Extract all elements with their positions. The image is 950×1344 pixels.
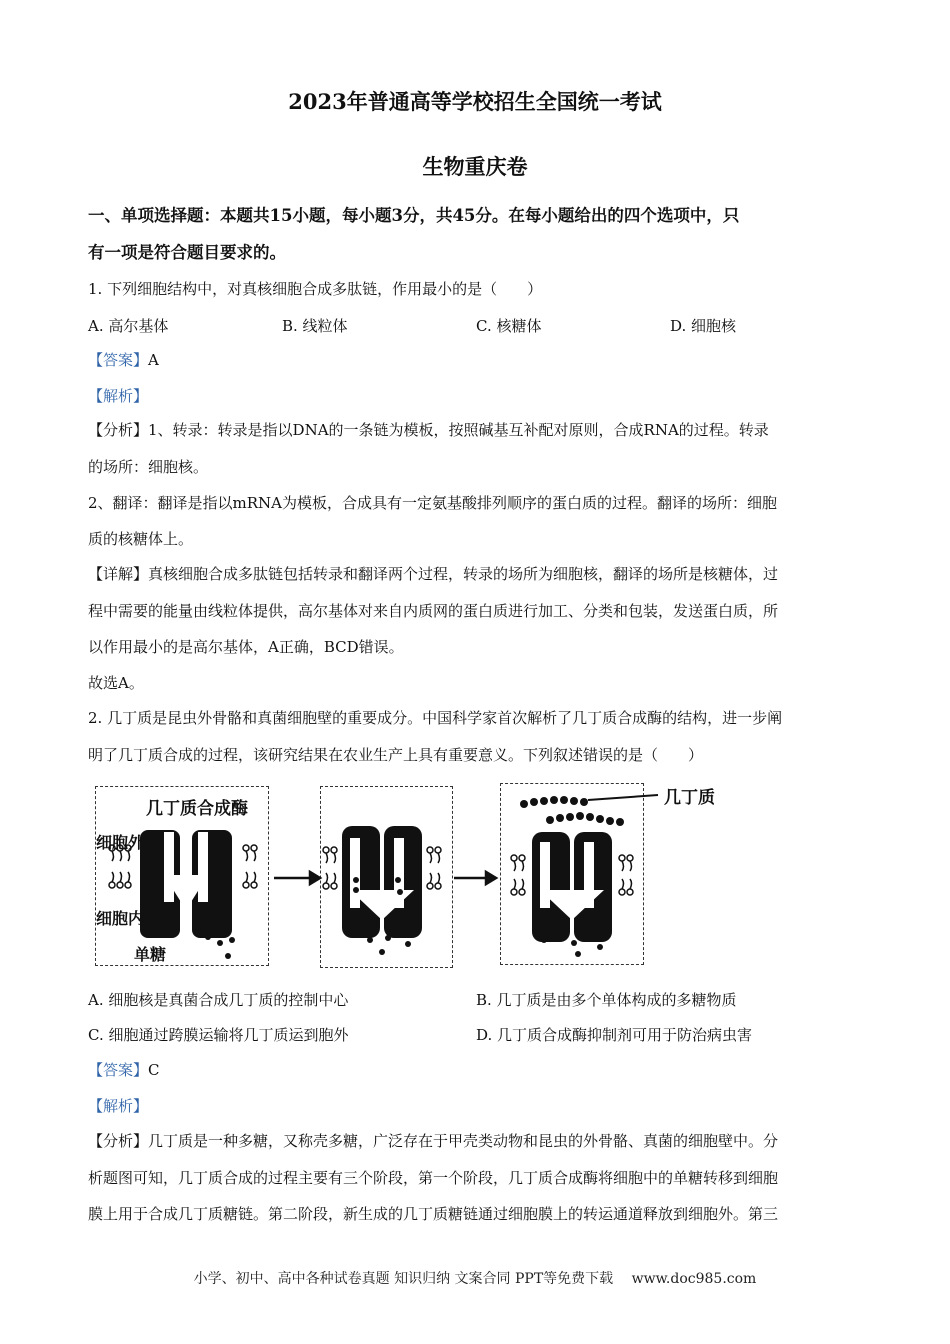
- q1-fenxi-line4: 质的核糖体上。: [88, 530, 194, 548]
- enzyme-panel2: [342, 826, 422, 938]
- label-cell-outside: 细胞外: [96, 833, 145, 852]
- label-enzyme: 几丁质合成酶: [146, 799, 248, 819]
- chitin-label-line: [588, 795, 658, 800]
- enzyme-panel3: [532, 832, 612, 942]
- q2-fenxi-line2: 析题图可知，几丁质合成的过程主要有三个阶段，第一个阶段，几丁质合成酶将细胞中的单糖转移到细胞: [88, 1169, 779, 1187]
- q1-answer: [88, 350, 868, 370]
- q1-xiangjie-line1: [88, 564, 868, 584]
- q1-fenxi-line1: [88, 420, 868, 440]
- answer-tag: 【答案】: [88, 351, 149, 369]
- page-title: 2023年普通高等学校招生全国统一考试: [288, 89, 662, 114]
- answer-tag: 【答案】: [88, 1061, 149, 1079]
- page-subtitle: 生物重庆卷: [422, 154, 528, 179]
- q1-xiangjie-line3: 以作用最小的是高尔基体，A正确，BCD错误。: [88, 638, 404, 656]
- q1-fenxi-line3: 2、翻译：翻译是指以mRNA为模板，合成具有一定氨基酸排列顺序的蛋白质的过程。翻译的场所：细胞: [88, 494, 778, 512]
- fenxi-text: 1、转录：转录是指以DNA的一条链为模板，按照碱基互补配对原则，合成RNA的过程。转录: [148, 421, 769, 439]
- q2-option-d: D. 几丁质合成酶抑制剂可用于防治病虫害: [476, 1026, 753, 1044]
- q1-option-d: D. 细胞核: [670, 317, 737, 335]
- q1-conclusion: 故选A。: [88, 674, 144, 692]
- chitin-figure: [88, 780, 758, 975]
- label-cell-inside: 细胞内: [96, 909, 145, 928]
- answer-value: A: [148, 351, 159, 369]
- q2-analysis-tag: 【解析】: [88, 1097, 149, 1115]
- q2-answer: [88, 1060, 868, 1080]
- membrane-lipids-panel3: [511, 855, 633, 895]
- q2-fenxi-line3: 膜上用于合成几丁质糖链。第二阶段，新生成的几丁质糖链通过细胞膜上的转运通道释放到细胞外。第三: [88, 1205, 779, 1223]
- q1-xiangjie-line2: 程中需要的能量由线粒体提供，高尔基体对来自内质网的蛋白质进行加工、分类和包装，发送蛋白质，所: [88, 602, 779, 620]
- q2-option-c: C. 细胞通过跨膜运输将几丁质运到胞外: [88, 1026, 349, 1044]
- q1-option-c: C. 核糖体: [476, 317, 542, 335]
- section-heading-line1: 一、单项选择题：本题共15小题，每小题3分，共45分。在每小题给出的四个选项中，只: [88, 206, 740, 225]
- membrane-lipids-panel2: [323, 847, 441, 889]
- q2-option-b: B. 几丁质是由多个单体构成的多糖物质: [476, 991, 737, 1009]
- section-heading-line2: 有一项是符合题目要求的。: [88, 243, 286, 262]
- xiangjie-tag: 【详解】: [88, 565, 149, 583]
- q1-analysis-tag: 【解析】: [88, 387, 149, 405]
- chitin-chains: [520, 796, 624, 826]
- q1-stem: 1. 下列细胞结构中，对真核细胞合成多肽链，作用最小的是（ ）: [88, 280, 543, 298]
- q1-option-b: B. 线粒体: [282, 317, 348, 335]
- q1-option-a: A. 高尔基体: [88, 317, 169, 335]
- fenxi-tag: 【分析】: [88, 1132, 149, 1150]
- q1-fenxi-line2: 的场所：细胞核。: [88, 458, 209, 476]
- page-footer: 小学、初中、高中各种试卷真题 知识归纳 文案合同 PPT等免费下载 www.doc985.com: [193, 1271, 757, 1287]
- label-chitin: 几丁质: [664, 788, 715, 808]
- q2-fenxi-line1: [88, 1131, 868, 1151]
- fenxi-text: 几丁质是一种多糖，又称壳多糖，广泛存在于甲壳类动物和昆虫的外骨骼、真菌的细胞壁中。分: [148, 1132, 779, 1150]
- q2-option-a: A. 细胞核是真菌合成几丁质的控制中心: [88, 991, 349, 1009]
- q2-stem-line1: 2. 几丁质是昆虫外骨骼和真菌细胞壁的重要成分。中国科学家首次解析了几丁质合成酶的结构，进一步阐: [88, 709, 783, 727]
- enzyme-panel1: [140, 830, 232, 938]
- fenxi-tag: 【分析】: [88, 421, 149, 439]
- label-monosaccharide: 单糖: [134, 945, 167, 964]
- answer-value: C: [148, 1061, 160, 1079]
- xiangjie-text: 真核细胞合成多肽链包括转录和翻译两个过程，转录的场所为细胞核，翻译的场所是核糖体，过: [148, 565, 779, 583]
- q2-stem-line2: 明了几丁质合成的过程，该研究结果在农业生产上具有重要意义。下列叙述错误的是（ ）: [88, 746, 704, 764]
